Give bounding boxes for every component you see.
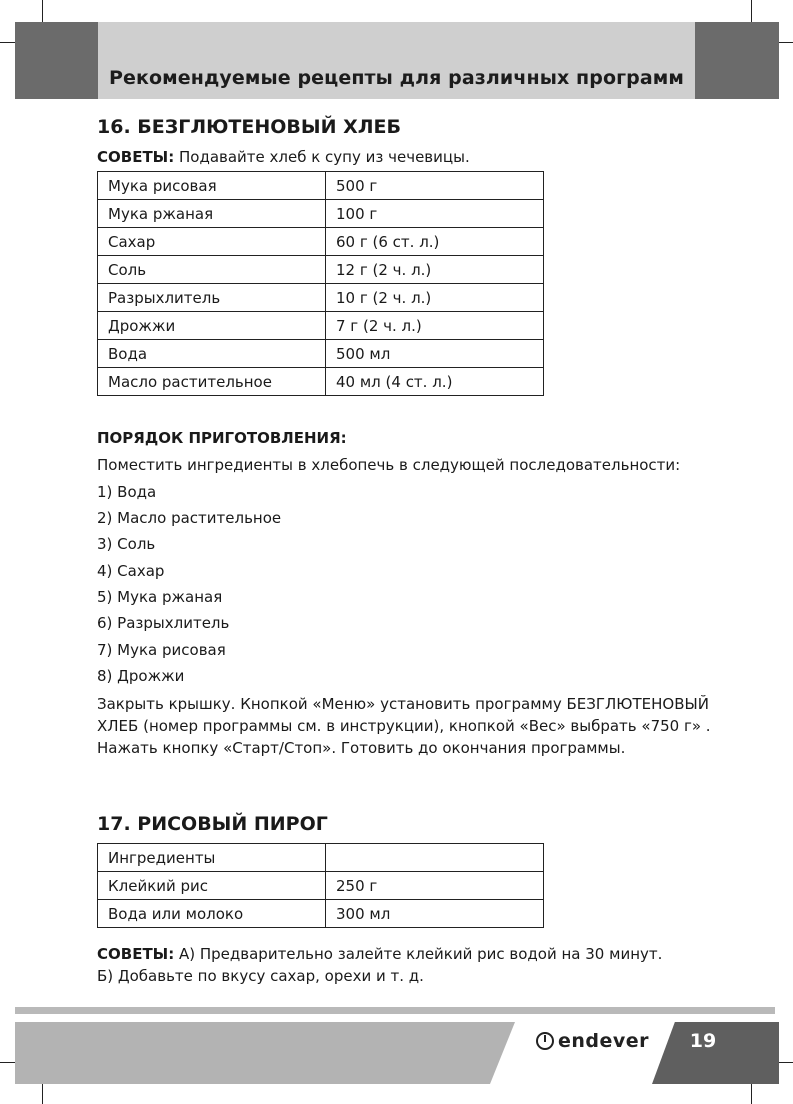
step-item: 5) Мука ржаная <box>97 588 223 606</box>
method-title: ПОРЯДОК ПРИГОТОВЛЕНИЯ: <box>97 429 347 447</box>
tips-text: Подавайте хлеб к супу из чечевицы. <box>174 148 470 166</box>
ingredient-name: Мука ржаная <box>98 200 326 228</box>
recipe-16-title: 16. БЕЗГЛЮТЕНОВЫЙ ХЛЕБ <box>97 116 401 138</box>
ingredient-amount: 300 мл <box>326 900 544 928</box>
recipe-17-tips <box>97 945 662 963</box>
brand-name: endever <box>558 1030 650 1052</box>
table-row <box>98 284 544 312</box>
step-item: 3) Соль <box>97 535 156 553</box>
footer-band <box>15 1022 515 1084</box>
ingredient-amount <box>326 844 544 872</box>
step-item: 8) Дрожжи <box>97 667 185 685</box>
tips-label: СОВЕТЫ: <box>97 945 175 963</box>
final-instructions: Закрыть крышку. Кнопкой «Меню» установить программу БЕЗГЛЮТЕНОВЫЙ ХЛЕБ (номер программы см. в инструкции), кнопкой «Вес» выбрать «750 г» . Нажать кнопку «Старт/Стоп». Готовить до окончания программы. <box>97 695 711 757</box>
table-row <box>98 228 544 256</box>
ingredient-amount: 40 мл (4 ст. л.) <box>326 368 544 396</box>
ingredient-name: Мука рисовая <box>98 172 326 200</box>
header-left-block <box>15 22 98 99</box>
ingredient-name: Вода или молоко <box>98 900 326 928</box>
page-header-title: Рекомендуемые рецепты для различных программ <box>108 67 685 89</box>
table-row <box>98 172 544 200</box>
ingredient-amount: 500 г <box>326 172 544 200</box>
table-row <box>98 368 544 396</box>
ingredient-amount: 12 г (2 ч. л.) <box>326 256 544 284</box>
recipe-17-tips-2: Б) Добавьте по вкусу сахар, орехи и т. д. <box>97 967 424 985</box>
header-right-block <box>695 22 779 99</box>
table-row <box>98 900 544 928</box>
table-row <box>98 312 544 340</box>
ingredient-name: Дрожжи <box>98 312 326 340</box>
tips-label: СОВЕТЫ: <box>97 148 175 166</box>
ingredient-name: Разрыхлитель <box>98 284 326 312</box>
brand-logo <box>535 1030 649 1052</box>
table-row <box>98 844 544 872</box>
step-item: 6) Разрыхлитель <box>97 614 230 632</box>
power-icon <box>535 1031 555 1051</box>
step-item: 7) Мука рисовая <box>97 641 226 659</box>
ingredient-amount: 100 г <box>326 200 544 228</box>
recipe-16-ingredients-table <box>97 171 544 396</box>
step-item: 1) Вода <box>97 483 157 501</box>
ingredient-name: Масло растительное <box>98 368 326 396</box>
ingredient-name: Вода <box>98 340 326 368</box>
ingredient-amount: 60 г (6 ст. л.) <box>326 228 544 256</box>
recipe-17-title: 17. РИСОВЫЙ ПИРОГ <box>97 813 328 835</box>
recipe-16-tips <box>97 148 470 166</box>
footer-line <box>15 1007 775 1014</box>
ingredient-name: Соль <box>98 256 326 284</box>
table-row <box>98 256 544 284</box>
ingredient-amount: 500 мл <box>326 340 544 368</box>
recipe-17-ingredients-table <box>97 843 544 928</box>
ingredient-name: Сахар <box>98 228 326 256</box>
step-item: 4) Сахар <box>97 562 165 580</box>
ingredient-amount: 7 г (2 ч. л.) <box>326 312 544 340</box>
ingredient-amount: 10 г (2 ч. л.) <box>326 284 544 312</box>
ingredient-name: Клейкий рис <box>98 872 326 900</box>
table-row <box>98 872 544 900</box>
method-intro: Поместить ингредиенты в хлебопечь в следующей последовательности: <box>97 456 681 474</box>
step-item: 2) Масло растительное <box>97 509 282 527</box>
page-number: 19 <box>689 1030 717 1052</box>
tips-text: А) Предварительно залейте клейкий рис водой на 30 минут. <box>174 945 663 963</box>
table-row <box>98 340 544 368</box>
table-row <box>98 200 544 228</box>
ingredient-name: Ингредиенты <box>98 844 326 872</box>
ingredient-amount: 250 г <box>326 872 544 900</box>
